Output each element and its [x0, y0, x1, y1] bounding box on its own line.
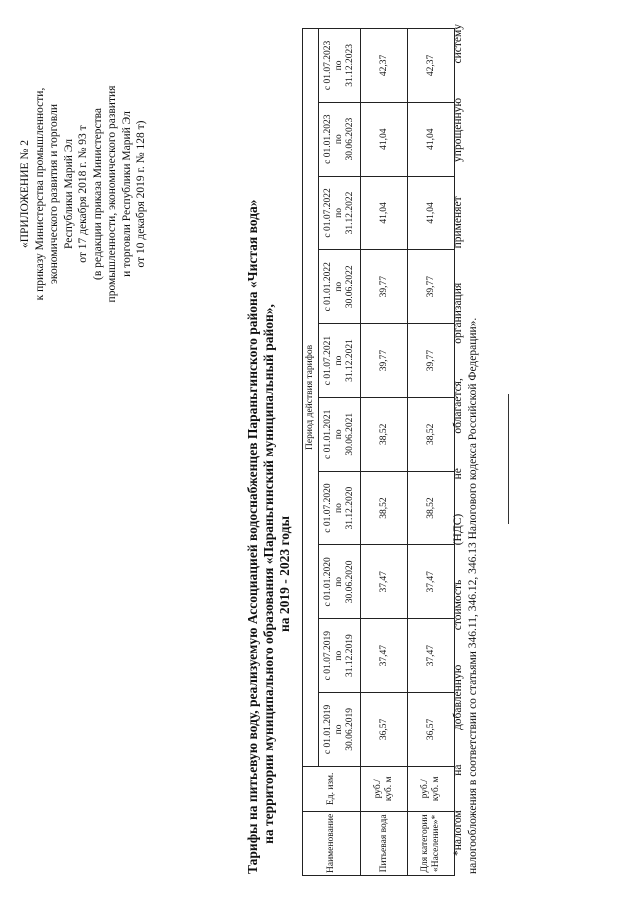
row-unit-line: куб. м — [431, 776, 441, 802]
column-header-period: Период действия тарифов — [303, 29, 319, 767]
period-by: по — [334, 208, 344, 218]
period-to: 30.06.2020 — [345, 560, 355, 604]
appendix-line: «ПРИЛОЖЕНИЕ № 2 — [19, 140, 31, 249]
row-name: Для категории — [420, 814, 430, 873]
period-by: по — [334, 724, 344, 735]
period-from: с 01.01.2020 — [323, 557, 333, 607]
period-from: с 01.07.2021 — [323, 335, 333, 386]
appendix-line: и торговли Республики Марий Эл — [120, 111, 133, 277]
tariff-value: 38,52 — [408, 397, 455, 471]
period-to: 30.06.2021 — [345, 412, 355, 456]
period-by: по — [334, 576, 344, 587]
row-name: Питьевая вода — [378, 814, 389, 873]
table-row — [408, 29, 455, 876]
appendix-line: к приказу Министерства промышленности, — [33, 87, 46, 301]
row-name-cell — [408, 811, 455, 875]
tariff-value: 37,47 — [361, 619, 408, 693]
tariff-value: 41,04 — [361, 102, 408, 176]
period-from: с 01.07.2020 — [323, 483, 333, 533]
footnote-line: *налогом на добавленную стоимость (НДС) не облагается, организация применяет упрощенную систему — [452, 24, 464, 856]
period-from: с 01.01.2021 — [323, 409, 333, 459]
appendix-line: промышленности, экономического развития — [106, 85, 118, 303]
period-to: 31.12.2023 — [345, 44, 355, 87]
period-to: 31.12.2020 — [345, 486, 355, 530]
table-header-row — [303, 29, 319, 876]
period-by: по — [334, 355, 344, 366]
appendix-line: (в редакции приказа Министерства — [91, 108, 104, 281]
period-by: по — [334, 429, 344, 440]
row-unit-line: руб./ — [373, 779, 383, 799]
period-by: по — [334, 60, 344, 71]
title-line: Тарифы на питьевую воду, реализуемую Ассоциацией водоснабженцев Параньгинского района «Чистая вода» — [245, 199, 260, 874]
period-header — [319, 250, 361, 324]
appendix-header — [18, 44, 149, 344]
row-name-cell — [361, 811, 408, 875]
period-by: по — [334, 503, 344, 513]
period-header — [319, 176, 361, 250]
period-header — [319, 693, 361, 767]
appendix-line: от 17 декабря 2018 г. № 93 т — [77, 125, 89, 263]
period-by: по — [334, 650, 344, 661]
table-row — [361, 29, 408, 876]
tariff-value: 41,04 — [408, 102, 455, 176]
period-header — [319, 324, 361, 398]
appendix-line: Республики Марий Эл — [62, 139, 75, 250]
period-header — [319, 471, 361, 545]
period-to: 31.12.2021 — [345, 339, 355, 382]
tariff-value: 42,37 — [408, 29, 455, 103]
column-header-name: Наименование — [303, 811, 361, 875]
table-period-row — [319, 29, 361, 876]
tariff-value: 38,52 — [361, 471, 408, 545]
period-from: с 01.01.2022 — [323, 262, 333, 312]
tariff-value: 41,04 — [408, 176, 455, 250]
period-to: 30.06.2019 — [345, 708, 355, 751]
tariff-value: 41,04 — [361, 176, 408, 250]
column-header-unit: Ед. изм. — [303, 766, 361, 811]
footnote — [451, 24, 480, 874]
period-header — [319, 397, 361, 471]
tariff-value: 42,37 — [361, 29, 408, 103]
row-unit-cell — [408, 766, 455, 811]
period-by: по — [334, 134, 344, 145]
period-header — [319, 545, 361, 619]
period-from: с 01.01.2019 — [323, 704, 333, 755]
row-name: «Население»* — [431, 814, 441, 873]
row-unit-line: куб. м — [384, 776, 394, 802]
row-unit-line: руб./ — [420, 779, 430, 799]
period-header — [319, 29, 361, 103]
period-to: 30.06.2023 — [345, 117, 355, 161]
tariff-value: 39,77 — [408, 250, 455, 324]
tariff-value: 39,77 — [361, 250, 408, 324]
tariff-value: 39,77 — [408, 324, 455, 398]
row-unit-cell — [361, 766, 408, 811]
document-title — [245, 199, 293, 874]
period-from: с 01.07.2022 — [323, 188, 333, 238]
appendix-line: от 10 декабря 2019 г. № 128 т) — [135, 120, 147, 268]
tariff-value: 37,47 — [408, 619, 455, 693]
tariff-value: 38,52 — [361, 397, 408, 471]
period-header — [319, 102, 361, 176]
period-to: 31.12.2019 — [345, 634, 355, 678]
footnote-line: налогообложения в соответствии со статьями 346.11, 346.12, 346.13 Налогового кодекса Российской Федерации». — [466, 317, 479, 874]
end-divider-line — [508, 394, 509, 524]
title-line: на 2019 - 2023 годы — [277, 515, 292, 633]
tariff-value: 36,57 — [408, 693, 455, 767]
tariff-table — [302, 28, 455, 876]
tariff-value: 38,52 — [408, 471, 455, 545]
period-to: 30.06.2022 — [345, 265, 355, 309]
tariff-value: 37,47 — [361, 545, 408, 619]
appendix-line: экономического развития и торговли — [48, 104, 60, 284]
period-to: 31.12.2022 — [345, 191, 355, 235]
period-header — [319, 619, 361, 693]
period-from: с 01.07.2023 — [323, 40, 333, 91]
title-line: на территории муниципального образования «Параньгинский муниципальный район», — [261, 304, 276, 844]
tariff-value: 36,57 — [361, 693, 408, 767]
tariff-value: 39,77 — [361, 324, 408, 398]
period-from: с 01.07.2019 — [323, 630, 333, 681]
period-from: с 01.01.2023 — [323, 114, 333, 164]
period-by: по — [334, 281, 344, 292]
tariff-value: 37,47 — [408, 545, 455, 619]
